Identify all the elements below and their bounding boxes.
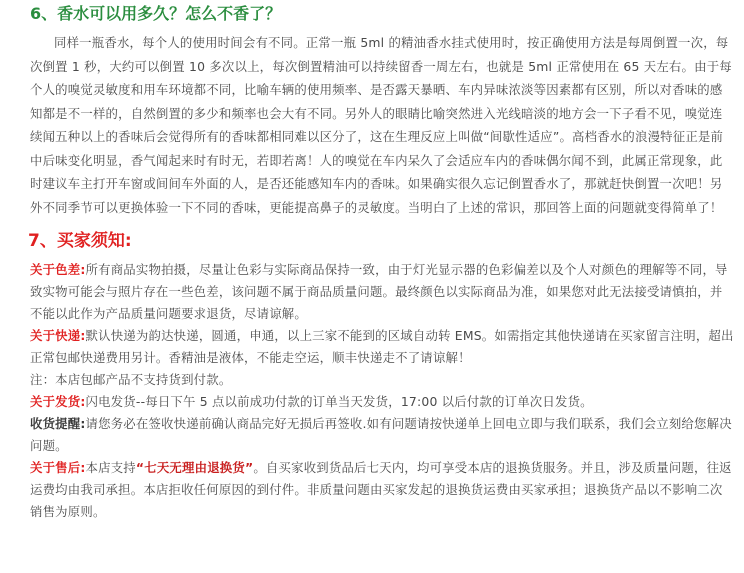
notice-after-sales xyxy=(30,457,734,523)
faq-paragraph: 同样一瓶香水，每个人的使用时间会有不同。正常一瓶 5ml 的精油香水挂式使用时，按正确使用方法是每周倒置一次，每次倒置 1 秒，大约可以倒置 10 多次以上，每次倒置精油可以持续留香一周左右，也就是 5ml 正常使用在 65 天左右。由于每个人的嗅觉灵敏度和用车环境都不同，比喻车辆的使用频率、是否露天暴晒、车内异味浓淡等因素都有区别，所以对香味的感知都是不一样的，自然倒置的多少和频率也会大有不同。另外人的眼睛比喻突然进入光线暗淡的地方会一下子看不见，嗅觉连续闻五种以上的香味后会觉得所有的香味都相同难以区分了，这在生理反应上叫做“间歇性适应”。高档香水的浪漫特征正是前中后味变化明显，香气闻起来时有时无，若即若离！人的嗅觉在车内呆久了会适应车内的香味偶尔闻不到，此属正常现象，此时建议车主打开车窗或间间车外面的人，是否还能感知车内的香味。如果确实很久忘记倒置香水了，那就赶快倒置一次吧！另外不同季节可以更换体验一下不同的香味，更能提高鼻子的灵敏度。当明白了上述的常识，那回答上面的问题就变得简单了！ xyxy=(30,35,732,215)
buyer-notice-title: 7、买家须知: xyxy=(28,231,132,251)
notice-color-difference xyxy=(30,259,734,325)
notice-dispatch xyxy=(30,391,734,413)
notice-receipt-reminder xyxy=(30,413,734,457)
notice-label: 收货提醒: xyxy=(30,416,86,431)
faq-title: 6、香水可以用多久？怎么不香了？ xyxy=(30,4,282,23)
notice-text: 。自买家收到货品后七天内，均可享受本店的退换货服务。并且，涉及质量问题，往返运费均由我司承担。本店拒收任何原因的到付件。非质量问题由买家发起的退换货运费由买家承担；退换货产品以不影响二次销售为原则。 xyxy=(30,460,732,519)
notice-text-pre: 本店支持 xyxy=(85,460,136,475)
notice-text: 请您务必在签收快递前确认商品完好无损后再签收.如有问题请按快递单上回电立即与我们联系，我们会立刻给您解决问题。 xyxy=(30,416,732,453)
buyer-notice-list xyxy=(30,259,734,523)
notice-cod-note xyxy=(30,369,734,391)
notice-label: 关于快递: xyxy=(30,328,86,343)
notice-text: 闪电发货--每日下午 5 点以前成功付款的订单当天发货，17:00 以后付款的订单次日发货。 xyxy=(85,394,593,409)
notice-text: 默认快递为韵达快递，圆通，申通，以上三家不能到的区域自动转 EMS。如需指定其他快递请在买家留言注明，超出正常包邮快递费用另计。香精油是液体，不能走空运，顺丰快递走不了请谅解！ xyxy=(30,328,734,365)
notice-label: 关于色差: xyxy=(30,262,86,277)
seven-day-return-highlight: “七天无理由退换货” xyxy=(135,460,254,475)
notice-label: 关于发货: xyxy=(30,394,86,409)
notice-label: 关于售后: xyxy=(30,460,86,475)
notice-text: 注：本店包邮产品不支持货到付款。 xyxy=(30,372,232,387)
notice-shipping xyxy=(30,325,734,369)
notice-text: 所有商品实物拍摄，尽量让色彩与实际商品保持一致，由于灯光显示器的色彩偏差以及个人对颜色的理解等不同，导致实物可能会与照片存在一些色差，该问题不属于商品质量问题。最终颜色以实际商品为准，如果您对此无法接受请慎拍，并不能以此作为产品质量问题要求退货，尽请谅解。 xyxy=(30,262,728,321)
